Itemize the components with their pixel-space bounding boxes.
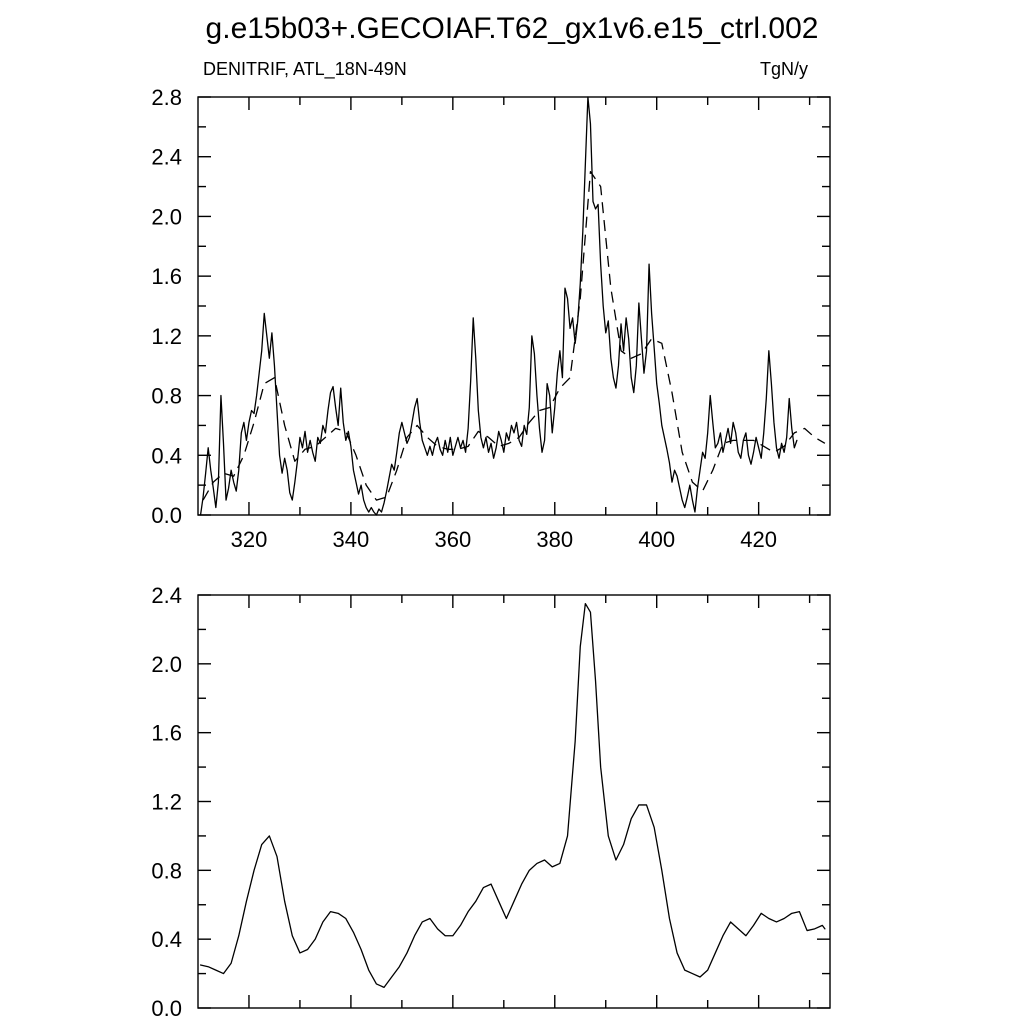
y-tick-label: 1.2 bbox=[151, 789, 182, 815]
y-tick-label: 0.4 bbox=[151, 443, 182, 469]
y-tick-label: 0.8 bbox=[151, 858, 182, 884]
series-smoothed bbox=[201, 604, 825, 988]
plot-frame bbox=[198, 97, 830, 515]
y-tick-label: 0.0 bbox=[151, 503, 182, 528]
y-tick-label: 1.6 bbox=[151, 264, 182, 290]
x-tick-label: 400 bbox=[638, 527, 676, 552]
y-tick-label: 2.4 bbox=[151, 583, 182, 608]
x-tick-label: 420 bbox=[740, 527, 778, 552]
y-tick-label: 2.0 bbox=[151, 204, 182, 230]
y-tick-label: 0.0 bbox=[151, 996, 182, 1021]
x-tick-label: 360 bbox=[434, 527, 472, 552]
y-tick-label: 2.8 bbox=[151, 85, 182, 110]
series-smoothed bbox=[203, 172, 825, 500]
y-tick-label: 1.2 bbox=[151, 323, 182, 349]
y-tick-label: 0.8 bbox=[151, 383, 182, 409]
y-tick-label: 2.4 bbox=[151, 144, 182, 170]
panel1-left-label: DENITRIF, ATL_18N-49N bbox=[203, 59, 407, 79]
panel-bottom bbox=[0, 560, 1024, 1024]
panel-bottom-svg bbox=[0, 560, 1024, 1024]
x-tick-label: 320 bbox=[230, 527, 268, 552]
y-tick-label: 1.6 bbox=[151, 720, 182, 746]
page-title: g.e15b03+.GECOIAF.T62_gx1v6.e15_ctrl.002 bbox=[205, 12, 819, 45]
x-tick-label: 380 bbox=[536, 527, 574, 552]
series-annual bbox=[201, 97, 797, 515]
x-tick-label: 340 bbox=[332, 527, 370, 552]
panel1-right-label: TgN/y bbox=[760, 59, 809, 79]
y-tick-label: 0.4 bbox=[151, 927, 182, 953]
plot-frame bbox=[198, 595, 830, 1008]
y-tick-label: 2.0 bbox=[151, 651, 182, 677]
